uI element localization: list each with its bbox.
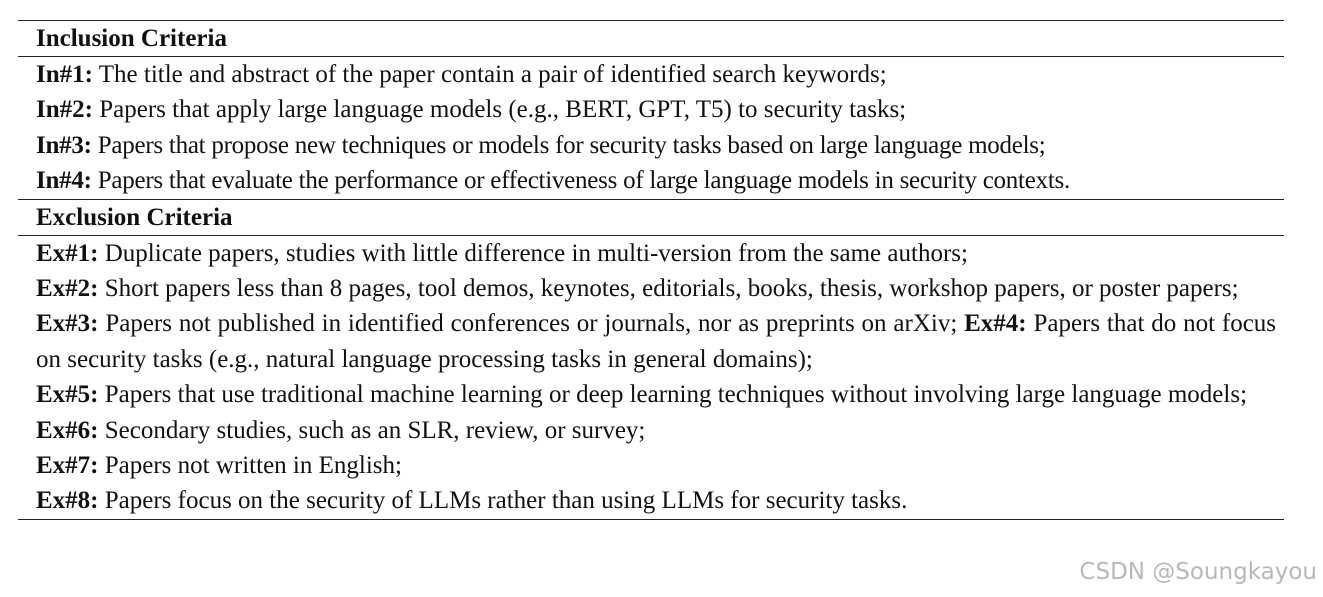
exclusion-item-3-4: [36, 306, 1276, 377]
exclusion-item-5: [36, 377, 1276, 412]
exclusion-item-8: [36, 483, 1276, 518]
exclusion-list: [18, 236, 1284, 519]
criterion-id: Ex#5:: [36, 381, 99, 409]
criterion-id: Ex#7:: [36, 452, 99, 480]
criterion-text: Papers that apply large language models (e.g., BERT, GPT, T5) to security tasks;: [92, 96, 907, 124]
criterion-id: In#4:: [36, 167, 92, 195]
criterion-id: In#1:: [36, 61, 93, 88]
exclusion-item-1: [36, 236, 1276, 271]
inclusion-heading: Inclusion Criteria: [36, 25, 227, 52]
exclusion-item-7: [36, 448, 1276, 483]
criterion-id: Ex#3:: [36, 310, 99, 338]
criterion-id: In#3:: [36, 131, 92, 159]
inclusion-list: [18, 57, 1284, 199]
exclusion-heading: Exclusion Criteria: [36, 203, 233, 231]
inclusion-item-2: [36, 92, 1276, 127]
exclusion-item-2: [36, 271, 1276, 306]
criterion-text: Duplicate papers, studies with little difference in multi-version from the same authors;: [98, 239, 968, 267]
criterion-text: Short papers less than 8 pages, tool demos, keynotes, editorials, books, thesis, workshop papers, or poster papers;: [98, 275, 1239, 303]
criterion-text: Papers that propose new techniques or models for security tasks based on large language models;: [91, 131, 1046, 159]
inclusion-item-1: [36, 57, 1276, 92]
criterion-id: Ex#8:: [36, 487, 99, 515]
criterion-id: In#2:: [36, 96, 93, 124]
criterion-text: Papers focus on the security of LLMs rather than using LLMs for security tasks.: [98, 487, 908, 515]
criterion-text: Secondary studies, such as an SLR, review, or survey;: [98, 416, 646, 444]
bottom-rule: [18, 519, 1284, 520]
criterion-id: Ex#2:: [36, 275, 99, 303]
criterion-text: The title and abstract of the paper contain a pair of identified search keywords;: [92, 61, 887, 88]
criterion-id: Ex#4:: [964, 310, 1027, 338]
criterion-text: Papers not published in identified conferences or journals, nor as preprints on arXiv;: [98, 310, 965, 338]
criterion-id: Ex#1:: [36, 239, 99, 267]
criterion-id: Ex#6:: [36, 416, 99, 444]
inclusion-item-3: [36, 128, 1276, 163]
exclusion-item-6: [36, 413, 1276, 448]
watermark: CSDN @Soungkayou: [1079, 559, 1317, 585]
criterion-text: Papers not written in English;: [98, 452, 402, 480]
criterion-text: Papers that do not focus on security tasks (e.g., natural language processing tasks in general domains);: [36, 310, 1277, 373]
criteria-table: [18, 20, 1284, 520]
inclusion-item-4: [36, 163, 1276, 198]
criterion-text: Papers that evaluate the performance or effectiveness of large language models in security contexts.: [91, 167, 1071, 195]
criterion-text: Papers that use traditional machine learning or deep learning techniques without involving large language models;: [98, 381, 1248, 409]
